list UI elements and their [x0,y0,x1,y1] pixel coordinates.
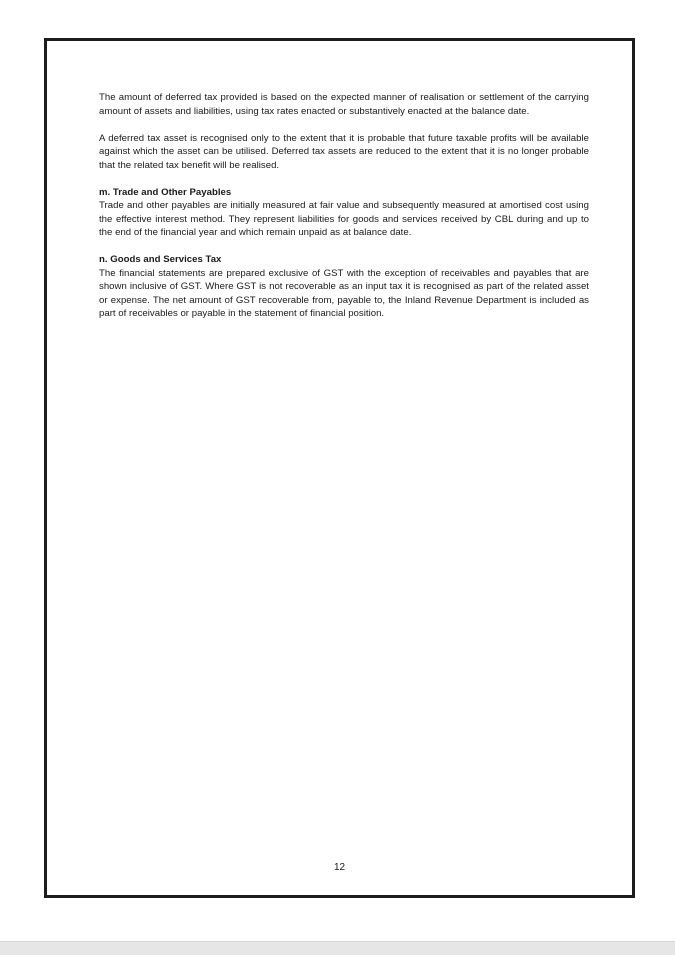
section-gst [99,253,589,321]
section-heading: n. Goods and Services Tax [99,254,222,265]
section-body: The financial statements are prepared exclusive of GST with the exception of receivables and payables that are shown inclusive of GST. Where GST is not recoverable as an input tax it is recognised as part of the related asset or expense. The net amount of GST recoverable from, payable to, the Inland Revenue Department is included as part of receivables or payable in the statement of financial position. [99,267,589,319]
section-body: Trade and other payables are initially measured at fair value and subsequently measured at amortised cost using the effective interest method. They represent liabilities for goods and services received by CBL during and up to the end of the financial year and which remain unpaid as at balance date. [99,200,589,238]
deferred-tax-asset-paragraph: A deferred tax asset is recognised only to the extent that it is probable that future taxable profits will be available against which the asset can be utilised. Deferred tax assets are reduced to the extent that it is no longer probable that the related tax benefit will be realised. [99,132,589,171]
viewer-bottom-strip [0,941,675,955]
page-number: 12 [333,862,346,873]
page-content [99,91,589,334]
section-trade-payables [99,186,589,240]
deferred-tax-paragraph: The amount of deferred tax provided is based on the expected manner of realisation or settlement of the carrying amount of assets and liabilities, using tax rates enacted or substantively enacted at the balance date. [99,92,589,117]
section-heading: m. Trade and Other Payables [99,186,232,198]
page-frame [44,38,635,898]
